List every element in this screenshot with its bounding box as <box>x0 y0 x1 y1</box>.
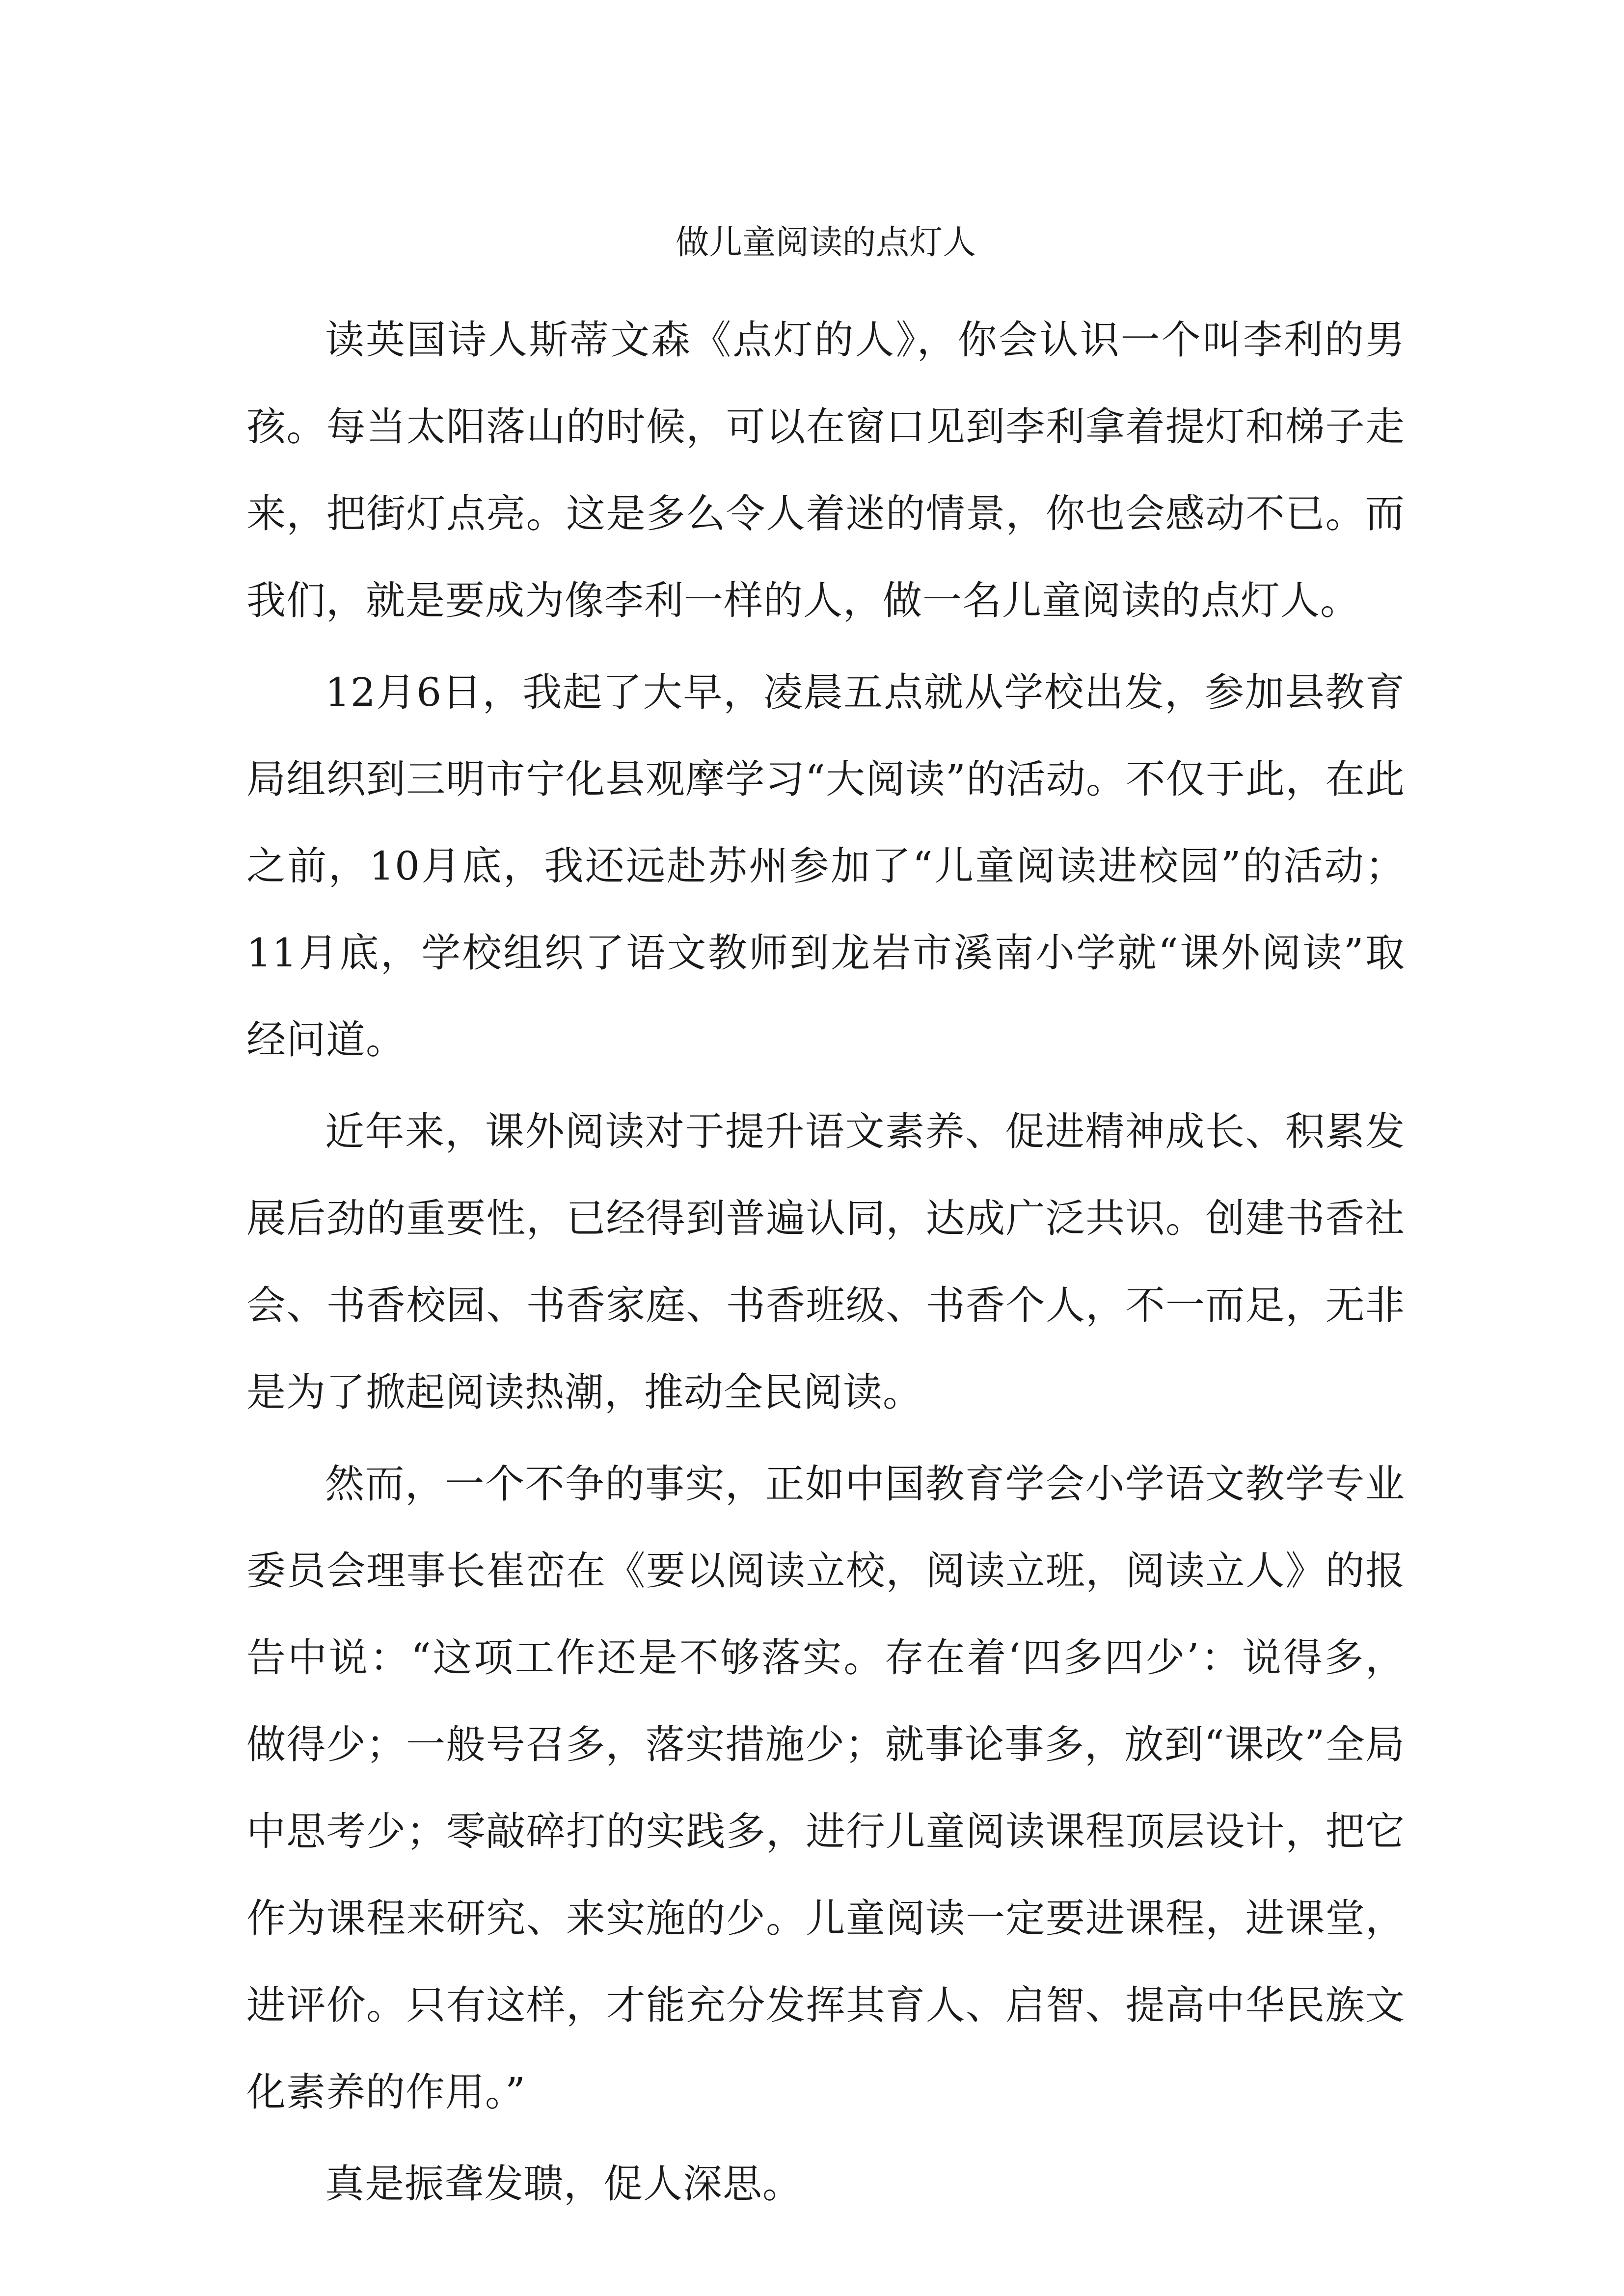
paragraph-3: 近年来，课外阅读对于提升语文素养、促进精神成长、积累发展后劲的重要性，已经得到普遍认同，达成广泛共识。创建书香社会、书香校园、书香家庭、书香班级、书香个人，不一而足，无非是为了掀起阅读热潮，推动全民阅读。 <box>246 1109 1405 1415</box>
paragraph-2: 12月6日，我起了大早，凌晨五点就从学校出发，参加县教育局组织到三明市宁化县观摩学习“大阅读”的活动。不仅于此，在此之前，10月底，我还远赴苏州参加了“儿童阅读进校园”的活动；11月底，学校组织了语文教师到龙岩市溪南小学就“课外阅读”取经问道。 <box>246 669 1405 1063</box>
document-body <box>246 201 1405 2232</box>
paragraph-4: 然而，一个不争的事实，正如中国教育学会小学语文教学专业委员会理事长崔峦在《要以阅读立校，阅读立班，阅读立人》的报告中说：“这项工作还是不够落实。存在着‘四多四少’：说得多，做得少；一般号召多，落实措施少；就事论事多，放到“课改”全局中思考少；零敲碎打的实践多，进行儿童阅读课程顶层设计，把它作为课程来研究、来实施的少。儿童阅读一定要进课程，进课堂，进评价。只有这样，才能充分发挥其育人、启智、提高中华民族文化素养的作用。” <box>246 1461 1405 2115</box>
document-title: 做儿童阅读的点灯人 <box>675 223 976 262</box>
paragraph-1: 读英国诗人斯蒂文森《点灯的人》，你会认识一个叫李利的男孩。每当太阳落山的时候，可以在窗口见到李利拿着提灯和梯子走来，把街灯点亮。这是多么令人着迷的情景，你也会感动不已。而我们，就是要成为像李利一样的人，做一名儿童阅读的点灯人。 <box>246 317 1405 623</box>
paragraph-5: 真是振聋发聩，促人深思。 <box>325 2161 802 2207</box>
